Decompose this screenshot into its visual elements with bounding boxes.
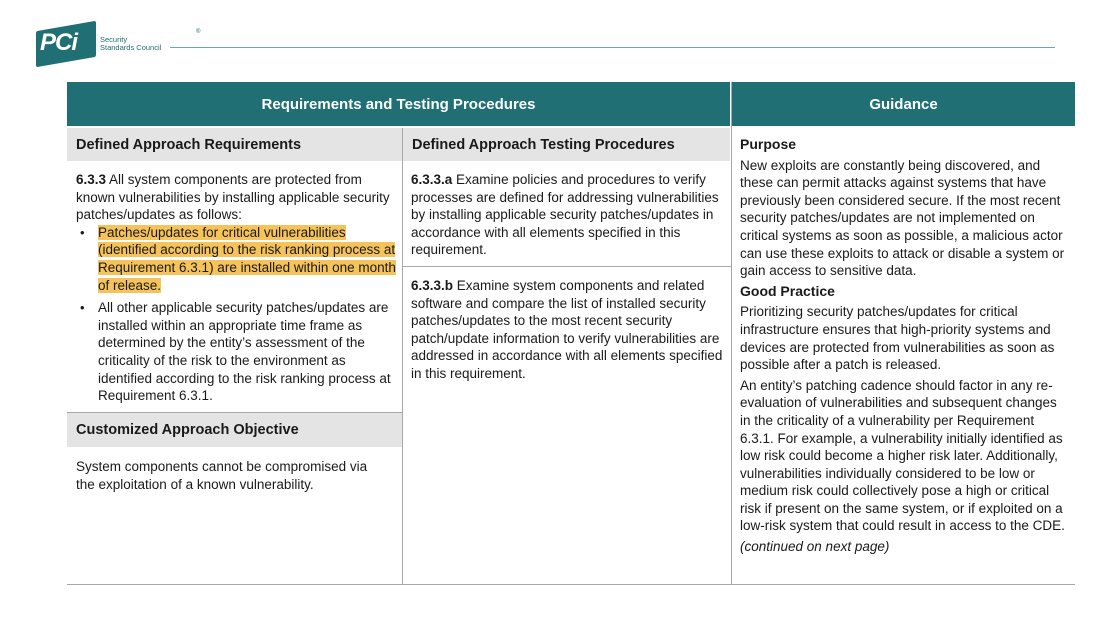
highlighted-bullet-text: Patches/updates for critical vulnerabilities (identified according to the risk ranking process at Requirement 6.3.1) are installed within one month of release. bbox=[98, 224, 396, 293]
bullet-icon: • bbox=[80, 300, 85, 316]
defined-testing-title: Defined Approach Testing Procedures bbox=[403, 128, 730, 161]
table-bottom-rule bbox=[67, 584, 1075, 585]
registered-mark: ® bbox=[196, 29, 201, 35]
org-line-2: Standards Council bbox=[100, 43, 162, 52]
purpose-title: Purpose bbox=[740, 136, 797, 152]
test-procedure-a bbox=[411, 171, 723, 259]
good-practice-text-2: An entity’s patching cadence should factor in any re-evaluation of vulnerabilities and subsequent changes in the criticality of a vulnerability per Requirement 6.3.1. For example, a vulnerability initially identified as low risk could become a higher risk later. Additionally, vulnerabilities individually considered to be low or medium risk could collectively pose a high or critical risk if present on the same system, or if exploited on a low-risk system that could result in access to the CDE. bbox=[740, 377, 1065, 534]
guidance-text bbox=[740, 136, 1070, 559]
divider bbox=[403, 266, 731, 267]
pci-logo bbox=[36, 20, 201, 66]
requirement-text bbox=[76, 171, 396, 405]
good-practice-text-1: Prioritizing security patches/updates for critical infrastructure ensures that high-priority systems and devices are protected from vulnerabilities as soon as possible after a patch is released. bbox=[740, 304, 1055, 373]
requirement-intro-text: All system components are protected from known vulnerabilities by installing applicable security patches/updates as follows: bbox=[76, 172, 390, 223]
good-practice-title: Good Practice bbox=[740, 282, 835, 299]
requirement-bullets bbox=[76, 224, 396, 405]
bullet-icon: • bbox=[80, 224, 85, 240]
purpose-text: New exploits are constantly being discovered, and these can permit attacks against systems that have previously been considered secure. If the most recent security patches/updates are not implemented on critical systems as soon as possible, a malicious actor can use these exploits to attack or disable a system or gain access to sensitive data. bbox=[740, 157, 1065, 279]
test-b-id: 6.3.3.b bbox=[411, 278, 454, 293]
pci-logo-mark: PCi bbox=[40, 29, 78, 56]
continued-note: (continued on next page) bbox=[740, 539, 890, 555]
requirement-number: 6.3.3 bbox=[76, 172, 107, 187]
org-line-1: Security bbox=[100, 35, 128, 44]
column-divider-2 bbox=[731, 82, 732, 584]
test-a-id: 6.3.3.a bbox=[411, 172, 453, 187]
test-procedure-b bbox=[411, 277, 723, 383]
list-item bbox=[76, 299, 396, 405]
customized-objective-title: Customized Approach Objective bbox=[67, 413, 402, 447]
header-requirements: Requirements and Testing Procedures bbox=[67, 82, 730, 126]
defined-requirements-title: Defined Approach Requirements bbox=[67, 128, 402, 161]
requirement-intro bbox=[76, 171, 396, 224]
pci-logo-text bbox=[100, 29, 201, 52]
test-a-text: Examine policies and procedures to verify processes are defined for addressing vulnerabilities by installing applicable security patches/updates in accordance with all elements specified in this requirement. bbox=[411, 172, 719, 258]
column-divider-1 bbox=[402, 128, 403, 584]
header-rule bbox=[170, 47, 1055, 48]
bullet-text: All other applicable security patches/updates are installed within an appropriate time frame as determined by the entity’s assessment of the criticality of the risk to the environment as identified according to the risk ranking process at Requirement 6.3.1. bbox=[98, 300, 391, 404]
test-b-text: Examine system components and related software and compare the list of installed security patches/updates to the most recent security patch/update information to verify vulnerabilities are addressed in accordance with all elements specified in this requirement. bbox=[411, 278, 723, 381]
customized-objective-text: System components cannot be compromised via the exploitation of a known vulnerability. bbox=[76, 459, 368, 492]
list-item bbox=[76, 224, 396, 294]
header-guidance: Guidance bbox=[732, 82, 1075, 126]
